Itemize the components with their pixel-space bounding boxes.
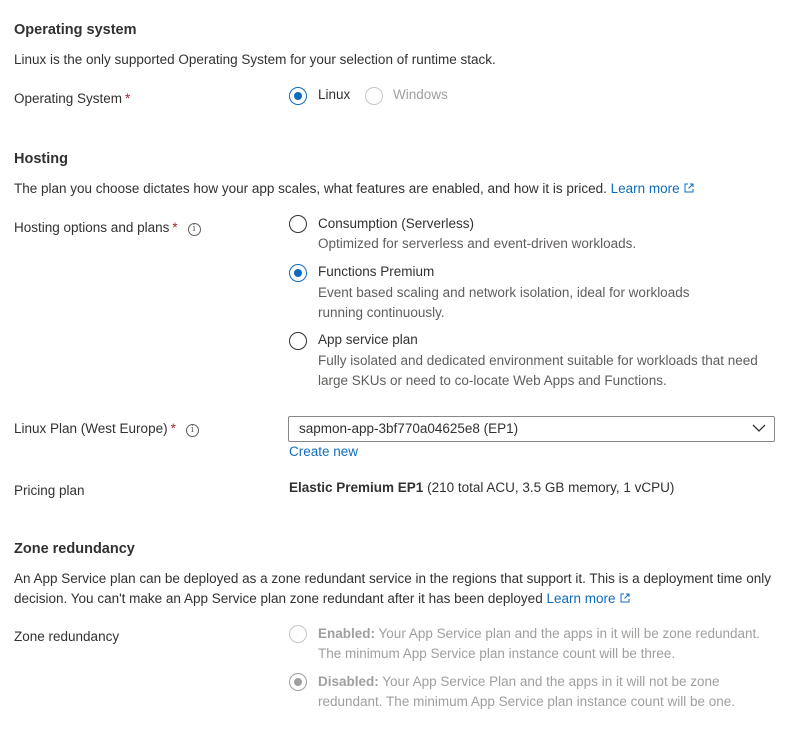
hosting-description	[14, 179, 694, 199]
os-linux-radio[interactable]	[289, 87, 307, 105]
os-field-label	[14, 89, 130, 109]
hosting-app-service-label[interactable]: App service plan	[318, 332, 418, 347]
external-link-icon	[620, 593, 630, 603]
hosting-learn-more-text[interactable]: Learn more	[610, 181, 680, 196]
zone-learn-more-link[interactable]	[546, 591, 629, 606]
linux-plan-dropdown-value: sapmon-app-3bf770a04625e8 (EP1)	[299, 421, 519, 436]
os-linux-label[interactable]: Linux	[318, 87, 351, 102]
hosting-consumption-label[interactable]: Consumption (Serverless)	[318, 216, 475, 231]
hosting-section-title: Hosting	[14, 151, 68, 167]
hosting-description-text: The plan you choose dictates how your app scales, what features are enabled, and how it is priced.	[14, 181, 607, 196]
zone-description	[14, 569, 774, 609]
chevron-down-icon	[752, 423, 766, 433]
hosting-field-label	[14, 218, 201, 238]
os-windows-label: Windows	[393, 87, 448, 102]
os-description: Linux is the only supported Operating System for your selection of runtime stack.	[14, 52, 496, 67]
hosting-consumption-description: Optimized for serverless and event-driven workloads.	[318, 236, 637, 251]
external-link-icon	[684, 183, 694, 193]
os-windows-radio	[365, 87, 383, 105]
hosting-premium-radio[interactable]	[289, 264, 307, 282]
pricing-plan-tier: Elastic Premium EP1	[289, 480, 424, 495]
pricing-plan-value	[289, 478, 674, 498]
pricing-plan-field-label: Pricing plan	[14, 483, 85, 498]
os-section-title: Operating system	[14, 22, 137, 38]
zone-section-title: Zone redundancy	[14, 541, 135, 557]
os-field-label-text: Operating System	[14, 91, 123, 106]
hosting-app-service-radio[interactable]	[289, 332, 307, 350]
hosting-premium-description: Event based scaling and network isolation, ideal for workloads running continuously.	[318, 285, 690, 320]
zone-enabled-option	[318, 624, 778, 664]
linux-plan-field-label-text: Linux Plan (West Europe)	[14, 421, 168, 436]
hosting-field-label-text: Hosting options and plans	[14, 220, 170, 235]
zone-description-text: An App Service plan can be deployed as a zone redundant service in the regions that support it. This is a deployment time only decision. You can't make an App Service plan zone redundant after it has been deployed	[14, 571, 771, 606]
hosting-consumption-radio[interactable]	[289, 215, 307, 233]
zone-disabled-description: Your App Service Plan and the apps in it will not be zone redundant. The minimum App Service plan instance count will be one.	[318, 674, 735, 709]
info-icon[interactable]: i	[188, 223, 201, 236]
zone-learn-more-text[interactable]: Learn more	[546, 591, 616, 606]
required-mark: *	[172, 220, 178, 235]
required-mark: *	[170, 421, 176, 436]
info-icon[interactable]: i	[186, 424, 199, 437]
create-new-link[interactable]: Create new	[289, 444, 359, 459]
zone-disabled-option	[318, 672, 778, 712]
zone-enabled-description: Your App Service plan and the apps in it will be zone redundant. The minimum App Service plan instance count will be three.	[318, 626, 761, 661]
zone-disabled-label: Disabled:	[318, 674, 379, 689]
required-mark: *	[125, 91, 131, 106]
zone-enabled-label: Enabled:	[318, 626, 376, 641]
hosting-premium-label[interactable]: Functions Premium	[318, 264, 435, 279]
pricing-plan-details: (210 total ACU, 3.5 GB memory, 1 vCPU)	[427, 480, 675, 495]
hosting-app-service-description: Fully isolated and dedicated environment suitable for workloads that need large SKUs or need to co-locate Web Apps and Functions.	[318, 353, 758, 388]
hosting-learn-more-link[interactable]	[611, 181, 694, 196]
linux-plan-dropdown[interactable]	[288, 416, 775, 442]
zone-enabled-radio	[289, 625, 307, 643]
zone-field-label: Zone redundancy	[14, 629, 120, 644]
linux-plan-field-label	[14, 419, 199, 439]
zone-disabled-radio	[289, 673, 307, 691]
